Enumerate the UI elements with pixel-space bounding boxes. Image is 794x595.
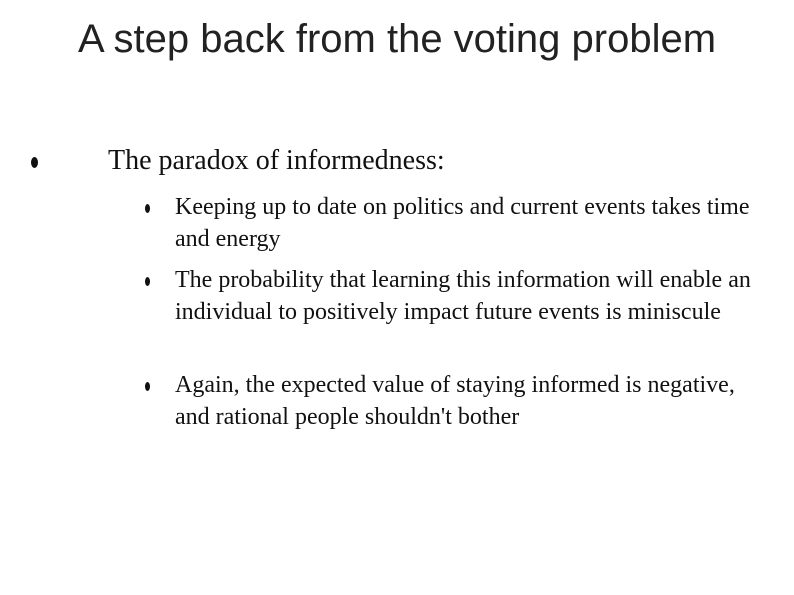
- bullet-level2-text: Again, the expected value of staying informed is negative, and rational people shouldn't bother: [175, 372, 735, 430]
- bullet-level1-text: The paradox of informedness:: [108, 145, 445, 176]
- bullet-icon: [145, 277, 150, 286]
- slide-title: A step back from the voting problem: [77, 17, 717, 61]
- bullet-level2-text: The probability that learning this information will enable an individual to positively impact future events is miniscule: [175, 267, 751, 325]
- bullet-level2-text: Keeping up to date on politics and current events takes time and energy: [175, 194, 750, 252]
- bullet-icon: [31, 157, 38, 168]
- bullet-icon: [145, 382, 150, 391]
- bullet-icon: [145, 204, 150, 213]
